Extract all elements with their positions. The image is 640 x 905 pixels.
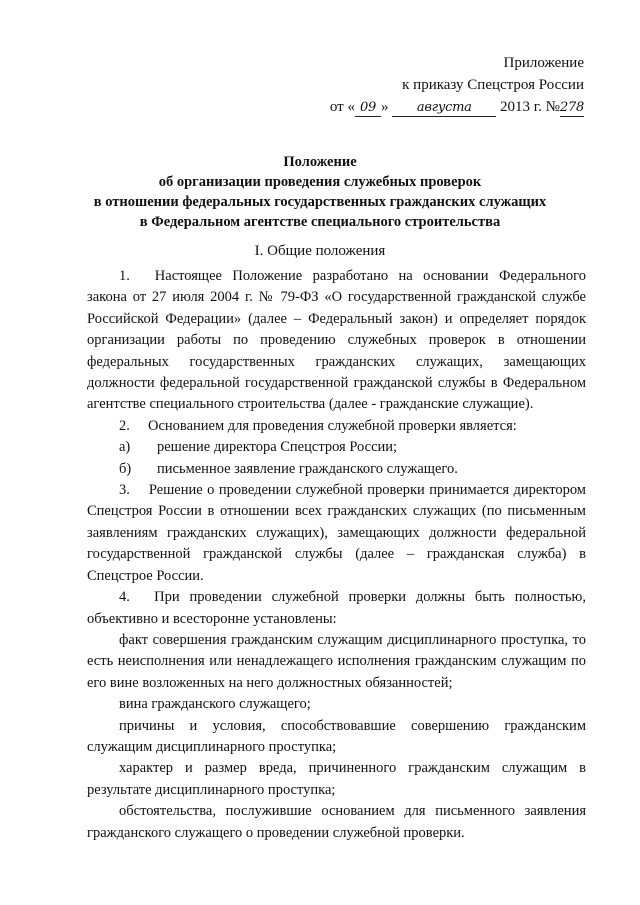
order-number: 278: [560, 100, 584, 115]
paragraph-8: характер и размер вреда, причиненного гражданским служащим в результате дисциплинарного проступка;: [87, 760, 586, 798]
list-item-label: б): [119, 460, 132, 477]
document-body: [87, 266, 586, 844]
appendix-header: [284, 52, 584, 118]
list-item-label: а): [119, 439, 131, 456]
paragraph-2: 2. Основанием для проведения служебной проверки является:: [119, 417, 517, 434]
paragraph-5: факт совершения гражданским служащим дисциплинарного проступка, то есть неисполнения или ненадлежащего исполнения гражданским служащим по его вине возложенных на него должностных обязанностей;: [87, 631, 586, 691]
paragraph-4: 4. При проведении служебной проверки должны быть полностью, объективно и всесторонне установлены:: [87, 589, 586, 627]
paragraph-6: вина гражданского служащего;: [119, 696, 311, 713]
order-date-line: [284, 96, 584, 118]
date-month: августа: [392, 100, 496, 117]
list-item-b: [87, 459, 586, 480]
date-year: 2013 г. №: [499, 99, 560, 115]
date-prefix: от «: [329, 99, 355, 115]
title-line-4: в Федеральном агентстве специального строительства: [139, 214, 501, 230]
title-line-1: Положение: [283, 154, 357, 170]
order-reference: к приказу Спецстроя России: [402, 77, 584, 93]
paragraph-1: 1. Настоящее Положение разработано на основании Федерального закона от 27 июля 2004 г. № 79-ФЗ «О государственной гражданской службе Российской Федерации» (далее – Федеральный закон) и определяет порядок организации работы по проведению служебных проверок в отношении федеральных государственных гражданских служащих, замещающих должности федеральной государственной гражданской службы в Федеральном агентстве специального строительства (далее - гражданские служащие).: [87, 268, 586, 413]
appendix-label: Приложение: [503, 55, 584, 71]
section-heading: I. Общие положения: [254, 243, 386, 259]
paragraph-3: 3. Решение о проведении служебной проверки принимается директором Спецстроя России в отношении всех гражданских служащих (по письменным заявлениям гражданских служащих), замещающих должности федеральной государственной гражданской службы (далее – гражданская служба) в Спецстрое России.: [87, 482, 586, 584]
title-line-3: в отношении федеральных государственных гражданских служащих: [93, 194, 547, 210]
list-item-text: письменное заявление гражданского служащего.: [157, 460, 458, 477]
date-day: 09: [355, 100, 381, 117]
list-item-text: решение директора Спецстроя России;: [157, 439, 398, 456]
list-item-a: [87, 437, 586, 458]
date-quote: »: [380, 99, 389, 115]
paragraph-9: обстоятельства, послужившие основанием для письменного заявления гражданского служащего о проведении служебной проверки.: [87, 803, 586, 841]
paragraph-7: причины и условия, способствовавшие совершению гражданским служащим дисциплинарного проступка;: [87, 717, 586, 755]
document-title: [40, 152, 600, 232]
title-line-2: об организации проведения служебных проверок: [158, 174, 482, 190]
